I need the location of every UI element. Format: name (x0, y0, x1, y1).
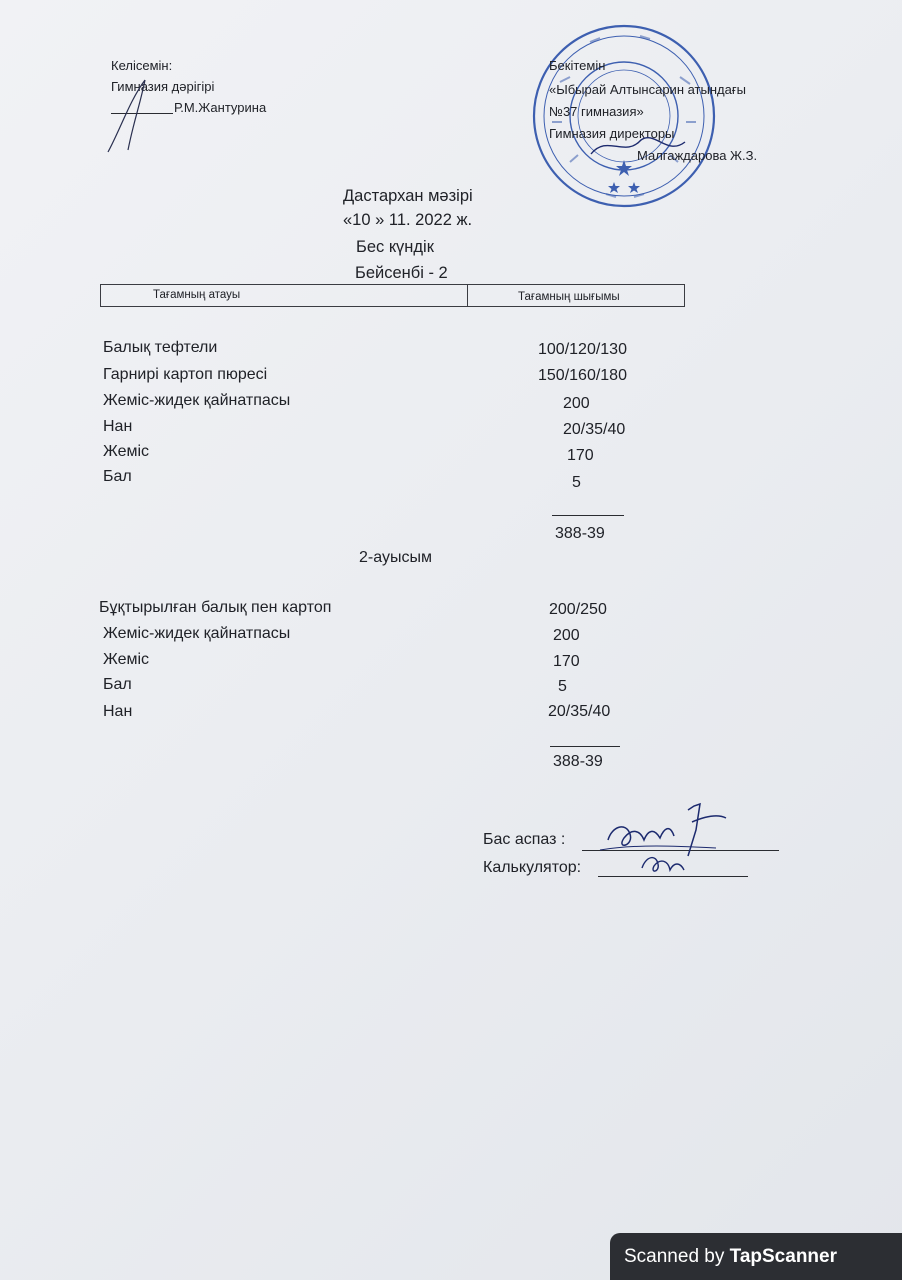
list-item-name: Бал (103, 468, 132, 485)
approval-right-line1: «Ыбырай Алтынсарин атындағы (549, 82, 746, 97)
list-item-yield: 170 (553, 653, 580, 670)
list-item-yield: 200 (563, 395, 590, 412)
approval-right-heading: Бекітемін (549, 58, 606, 73)
list-item-name: Бұқтырылған балық пен картоп (99, 599, 332, 616)
shift2-total: 388-39 (553, 753, 603, 770)
approval-left-role: Гимназия дәрігірі (111, 79, 215, 94)
approval-right-name: Малгаждарова Ж.З. (637, 148, 758, 163)
menu-table-header (100, 284, 685, 307)
approval-left-heading: Келісемін: (111, 58, 173, 73)
list-item-name: Нан (103, 418, 133, 435)
menu-title: Дастархан мәзірі (343, 187, 473, 205)
approval-left-name: Р.М.Жантурина (174, 100, 267, 115)
total-rule (550, 746, 620, 747)
list-item-yield: 150/160/180 (538, 367, 627, 384)
menu-date: «10 » 11. 2022 ж. (343, 211, 473, 229)
shift2-label: 2-ауысым (359, 549, 432, 566)
list-item-name: Жеміс (103, 443, 150, 460)
list-item-name: Гарнирі картоп пюресі (103, 366, 268, 383)
list-item-yield: 200/250 (549, 601, 607, 618)
watermark-brand: TapScanner (729, 1246, 837, 1267)
chef-label: Бас аспаз : (483, 831, 566, 848)
list-item-name: Нан (103, 703, 133, 720)
column-header-dish-name: Тағамның атауы (101, 285, 468, 306)
list-item-yield: 200 (553, 627, 580, 644)
list-item-name: Балық тефтели (103, 339, 218, 356)
approval-right-line2: №37 гимназия» (549, 104, 644, 119)
menu-day: Бейсенбі - 2 (355, 264, 448, 282)
list-item-name: Жеміс-жидек қайнатпасы (103, 625, 291, 642)
watermark-prefix: Scanned by (624, 1246, 730, 1267)
list-item-name: Бал (103, 676, 132, 693)
director-signature-scribble (585, 128, 705, 168)
calculator-signature-scribble (636, 846, 696, 882)
list-item-yield: 20/35/40 (548, 703, 611, 720)
list-item-yield: 20/35/40 (563, 421, 626, 438)
shift1-total: 388-39 (555, 525, 605, 542)
list-item-yield: 5 (572, 474, 581, 491)
list-item-yield: 170 (567, 447, 594, 464)
list-item-name: Жеміс-жидек қайнатпасы (103, 392, 291, 409)
list-item-yield: 100/120/130 (538, 341, 627, 358)
menu-type: Бес күндік (356, 238, 434, 256)
calculator-label: Калькулятор: (483, 859, 582, 876)
list-item-name: Жеміс (103, 651, 150, 668)
scanner-watermark (610, 1233, 902, 1280)
approval-right-line3: Гимназия директоры (549, 126, 675, 141)
list-item-yield: 5 (558, 678, 567, 695)
doctor-signature-scribble (100, 60, 190, 160)
column-header-yield: Тағамның шығымы (518, 291, 620, 303)
total-rule (552, 515, 624, 516)
